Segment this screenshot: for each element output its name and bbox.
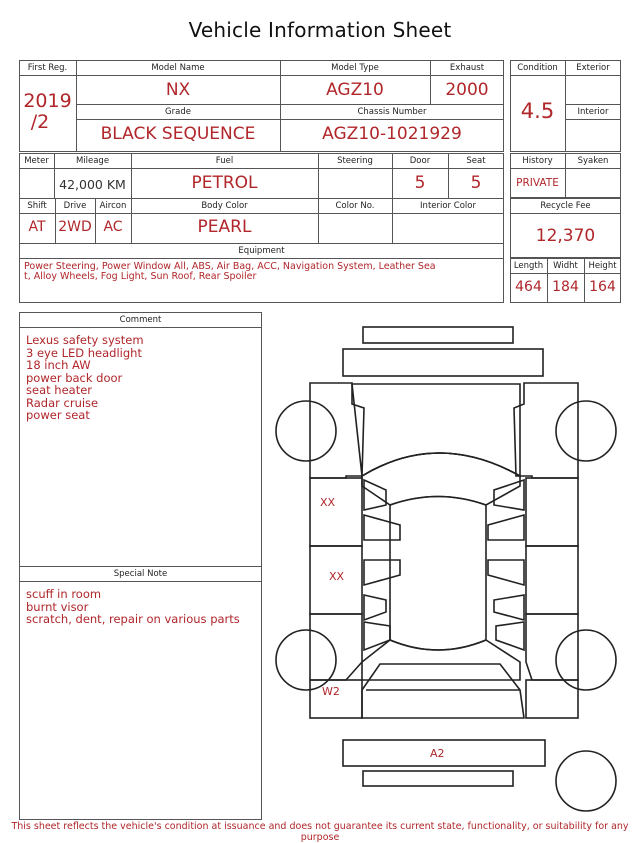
label-mileage: Mileage (75, 156, 110, 166)
footer-disclaimer: This sheet reflects the vehicle's condition at issuance and does not guarantee its current state, functionality, or suitability for any purpose (11, 821, 629, 843)
comment-item: power back door (26, 370, 123, 385)
seat-value: 5 (470, 173, 482, 193)
label-length: Length (513, 261, 544, 271)
exhaust-value: 2000 (445, 80, 489, 100)
height-value: 164 (589, 279, 616, 295)
shift-value: AT (28, 219, 46, 235)
label-equipment: Equipment (238, 246, 285, 256)
label-door: Door (409, 156, 431, 166)
damage-mark: A2 (430, 747, 445, 760)
recycle-fee-value: 12,370 (535, 226, 596, 246)
label-color-no: Color No. (335, 201, 375, 211)
special-note-item: scuff in room (26, 587, 102, 601)
label-first-reg: First Reg. (27, 63, 68, 73)
label-model-name: Model Name (151, 63, 205, 73)
label-special-note: Special Note (113, 569, 168, 579)
label-fuel: Fuel (215, 156, 234, 166)
rear-window (362, 640, 520, 680)
first-reg-month: /2 (30, 111, 50, 133)
label-grade: Grade (165, 107, 191, 117)
comment-item: Lexus safety system (26, 333, 144, 347)
spare-tire (556, 751, 616, 811)
damage-mark: XX (320, 496, 336, 509)
sheet-title: Vehicle Information Sheet (188, 18, 452, 42)
label-condition: Condition (517, 63, 558, 73)
equipment-line-2: t, Alloy Wheels, Fog Light, Sun Roof, Rear Spoiler (24, 271, 257, 282)
rear-right-tire (556, 630, 616, 690)
model-name-value: NX (165, 80, 191, 100)
label-history: History (522, 156, 553, 166)
comment-item: power seat (26, 408, 90, 422)
damage-mark: W2 (322, 685, 340, 698)
label-drive: Drive (63, 201, 87, 211)
label-interior: Interior (577, 107, 609, 117)
label-chassis: Chassis Number (357, 107, 427, 117)
label-exterior: Exterior (576, 63, 610, 73)
special-note-item: scratch, dent, repair on various parts (26, 612, 240, 626)
chassis-value: AGZ10-1021929 (322, 124, 462, 144)
door-value: 5 (414, 173, 426, 193)
history-value: PRIVATE (516, 177, 559, 189)
special-note-item: burnt visor (26, 599, 89, 614)
label-recycle-fee: Recycle Fee (540, 201, 591, 211)
label-seat: Seat (466, 156, 486, 166)
rear-left-tire (276, 630, 336, 690)
left-side-panels (310, 383, 400, 718)
label-syaken: Syaken (577, 156, 609, 166)
comment-item: seat heater (26, 383, 93, 397)
comment-item: 3 eye LED headlight (26, 345, 142, 360)
label-body-color: Body Color (201, 201, 248, 211)
mileage-value: 42,000 KM (59, 177, 126, 192)
grade-value: BLACK SEQUENCE (100, 124, 256, 144)
roof (390, 497, 486, 651)
front-left-tire (276, 401, 336, 461)
comment-item: 18 inch AW (26, 358, 91, 372)
right-side-panels (488, 383, 578, 718)
comment-item: Radar cruise (26, 395, 99, 410)
label-model-type: Model Type (331, 63, 379, 73)
drive-value: 2WD (58, 219, 92, 235)
label-comment: Comment (119, 315, 162, 325)
width-value: 184 (552, 279, 579, 295)
label-interior-color: Interior Color (420, 201, 476, 211)
body-color-value: PEARL (197, 217, 252, 237)
condition-value: 4.5 (520, 99, 555, 123)
label-height: Height (588, 261, 617, 271)
model-type-value: AGZ10 (326, 80, 384, 100)
first-reg-year: 2019 (23, 90, 72, 112)
trunk (362, 664, 524, 718)
label-aircon: Aircon (99, 201, 127, 211)
label-shift: Shift (27, 201, 47, 211)
front-right-tire (556, 401, 616, 461)
aircon-value: AC (103, 219, 123, 235)
label-meter: Meter (24, 156, 49, 166)
label-steering: Steering (337, 156, 373, 166)
label-exhaust: Exhaust (449, 63, 485, 73)
label-width: Widht (553, 261, 578, 271)
equipment-line-1: Power Steering, Power Window All, ABS, Air Bag, ACC, Navigation System, Leather Sea (24, 261, 436, 272)
length-value: 464 (515, 279, 542, 295)
damage-mark: XX (329, 570, 345, 583)
hood (352, 384, 520, 476)
fuel-value: PETROL (191, 173, 258, 193)
front-bumper (343, 327, 543, 376)
